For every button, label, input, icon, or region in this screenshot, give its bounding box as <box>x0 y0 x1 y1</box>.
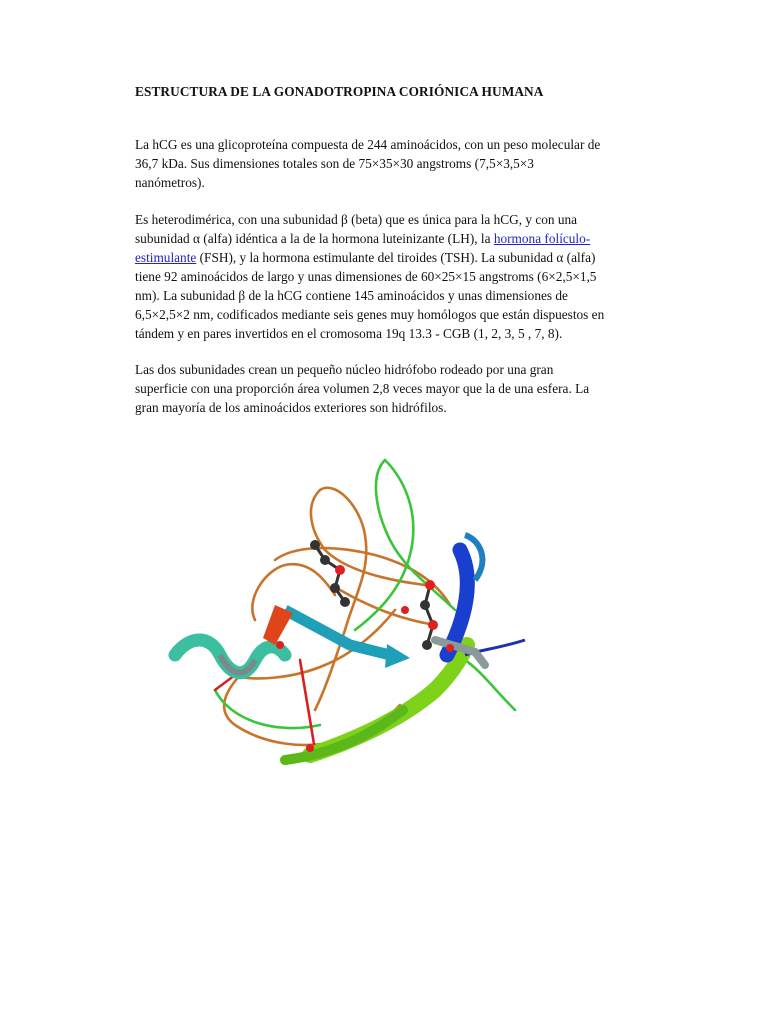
paragraph-1-line-1: La hCG es una glicoproteína compuesta de 244 aminoácidos, con un peso molecular de <box>135 137 601 152</box>
fsh-link-part-2[interactable]: estimulante <box>135 250 197 265</box>
paragraph-1-line-2: 36,7 kDa. Sus dimensiones totales son de 75×35×30 angstroms (7,5×3,5×3 <box>135 156 534 171</box>
fsh-link-part-1[interactable]: hormona folículo- <box>493 231 591 246</box>
protein-structure-figure <box>135 420 580 860</box>
paragraph-3 <box>135 360 640 417</box>
paragraph-3-line-2: superficie con una proporción área volumen 2,8 veces mayor que la de una esfera. La <box>135 381 590 396</box>
paragraph-1-line-3: nanómetros). <box>135 175 205 190</box>
paragraph-2 <box>135 210 640 343</box>
paragraph-2-line-7: tándem y en pares invertidos en el cromosoma 19q 13.3 - CGB (1, 2, 3, 5 , 7, 8). <box>135 326 563 341</box>
paragraph-2-line-6: 6,5×2,5×2 nm, codificados mediante seis genes muy homólogos que están dispuestos en <box>135 307 605 322</box>
paragraph-2-line-2-text: subunidad α (alfa) idéntica a la de la hormona luteinizante (LH), la <box>135 231 494 246</box>
paragraph-3-line-3: gran mayoría de los aminoácidos exteriores son hidrófilos. <box>135 400 447 415</box>
paragraph-2-line-4: tiene 92 aminoácidos de largo y unas dimensiones de 60×25×15 angstroms (6×2,5×1,5 <box>135 269 597 284</box>
paragraph-3-line-1: Las dos subunidades crean un pequeño núcleo hidrófobo rodeado por una gran <box>135 362 554 377</box>
paragraph-2-line-1: Es heterodimérica, con una subunidad β (beta) que es única para la hCG, y con una <box>135 212 578 227</box>
paragraph-2-line-3-text: (FSH), y la hormona estimulante del tiroides (TSH). La subunidad α (alfa) <box>196 250 596 265</box>
paragraph-2-line-3 <box>135 248 640 267</box>
paragraph-2-line-5: nm). La subunidad β de la hCG contiene 145 aminoácidos y unas dimensiones de <box>135 288 568 303</box>
paragraph-1 <box>135 135 640 192</box>
protein-ribbon-structure-image <box>135 420 580 860</box>
paragraph-2-line-2 <box>135 229 640 248</box>
document-title: ESTRUCTURA DE LA GONADOTROPINA CORIÓNICA HUMANA <box>135 84 544 99</box>
